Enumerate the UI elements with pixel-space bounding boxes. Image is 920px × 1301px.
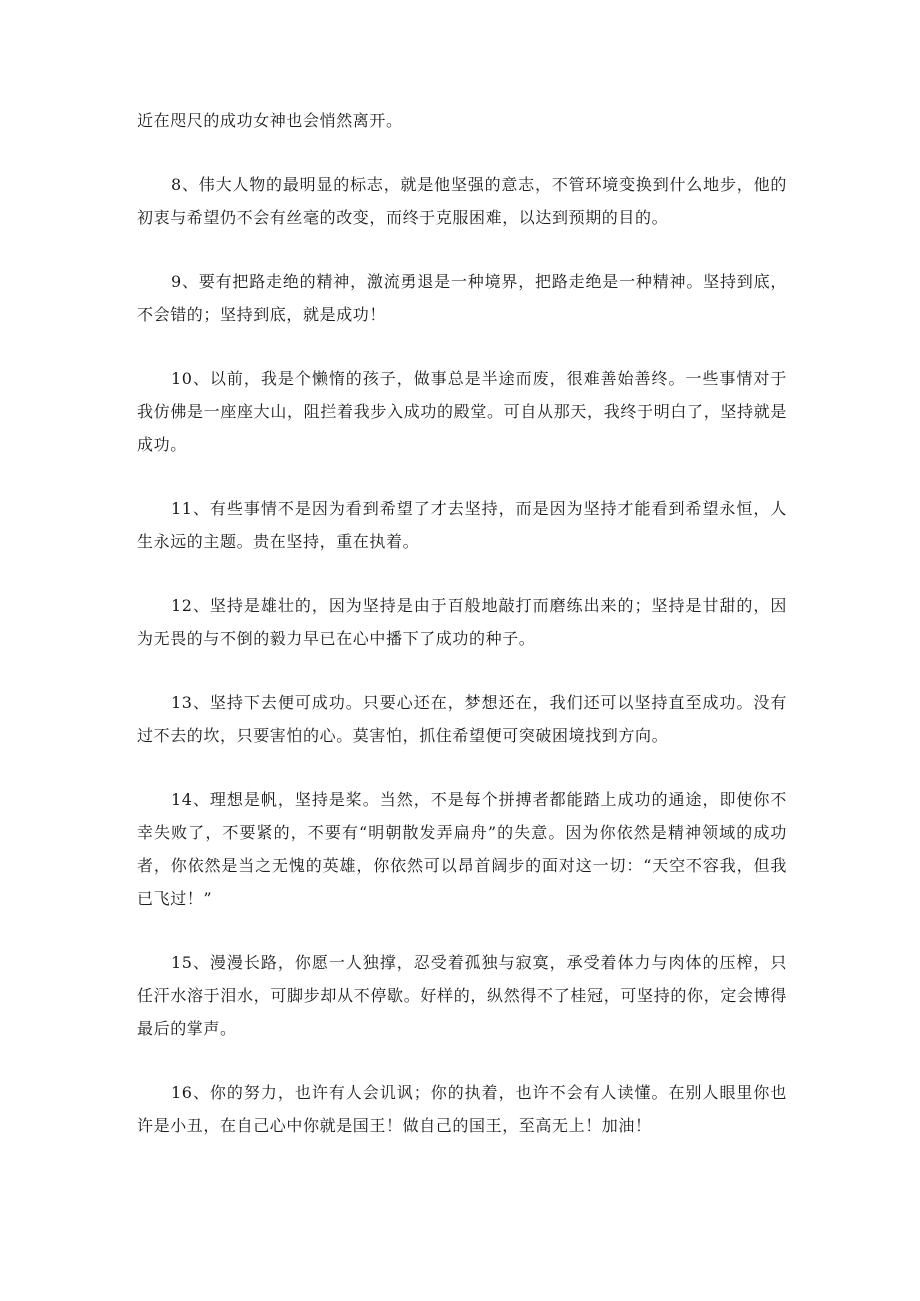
paragraph-item-11: 11、有些事情不是因为看到希望了才去坚持，而是因为坚持才能看到希望永恒，人生永远的主题。贵在坚持，重在执着。: [137, 499, 787, 551]
paragraph-item-15: 15、漫漫长路，你愿一人独撑，忍受着孤独与寂寞，承受着体力与肉体的压榨，只任汗水溶于泪水，可脚步却从不停歇。好样的，纵然得不了桂冠，可坚持的你，定会博得最后的掌声。: [137, 953, 787, 1038]
paragraph-item-8: 8、伟大人物的最明显的标志，就是他坚强的意志，不管环境变换到什么地步，他的初衷与希望仍不会有丝毫的改变，而终于克服困难，以达到预期的目的。: [137, 175, 787, 227]
paragraph-item-13: 13、坚持下去便可成功。只要心还在，梦想还在，我们还可以坚持直至成功。没有过不去的坎，只要害怕的心。莫害怕，抓住希望便可突破困境找到方向。: [137, 693, 787, 745]
paragraph-item-10: 10、以前，我是个懒惰的孩子，做事总是半途而废，很难善始善终。一些事情对于我仿佛是一座座大山，阻拦着我步入成功的殿堂。可自从那天，我终于明白了，坚持就是成功。: [137, 369, 787, 454]
paragraph-continuation: 近在咫尺的成功女神也会悄然离开。: [137, 111, 403, 130]
paragraph-item-14: 14、理想是帆，坚持是桨。当然，不是每个拼搏者都能踏上成功的通途，即使你不幸失败了，不要紧的，不要有“明朝散发弄扁舟”的失意。因为你依然是精神领域的成功者，你依然是当之无愧的英雄，你依然可以昂首阔步的面对这一切：“天空不容我，但我已飞过！”: [137, 790, 787, 908]
paragraph-item-16: 16、你的努力，也许有人会讥讽；你的执着，也许不会有人读懂。在别人眼里你也许是小丑，在自己心中你就是国王！做自己的国王，至高无上！加油！: [137, 1083, 787, 1135]
paragraph-item-9: 9、要有把路走绝的精神，激流勇退是一种境界，把路走绝是一种精神。坚持到底，不会错的；坚持到底，就是成功！: [137, 272, 787, 324]
paragraph-item-12: 12、坚持是雄壮的，因为坚持是由于百般地敲打而磨练出来的；坚持是甘甜的，因为无畏的与不倒的毅力早已在心中播下了成功的种子。: [137, 596, 787, 648]
document-body: [137, 104, 787, 1173]
